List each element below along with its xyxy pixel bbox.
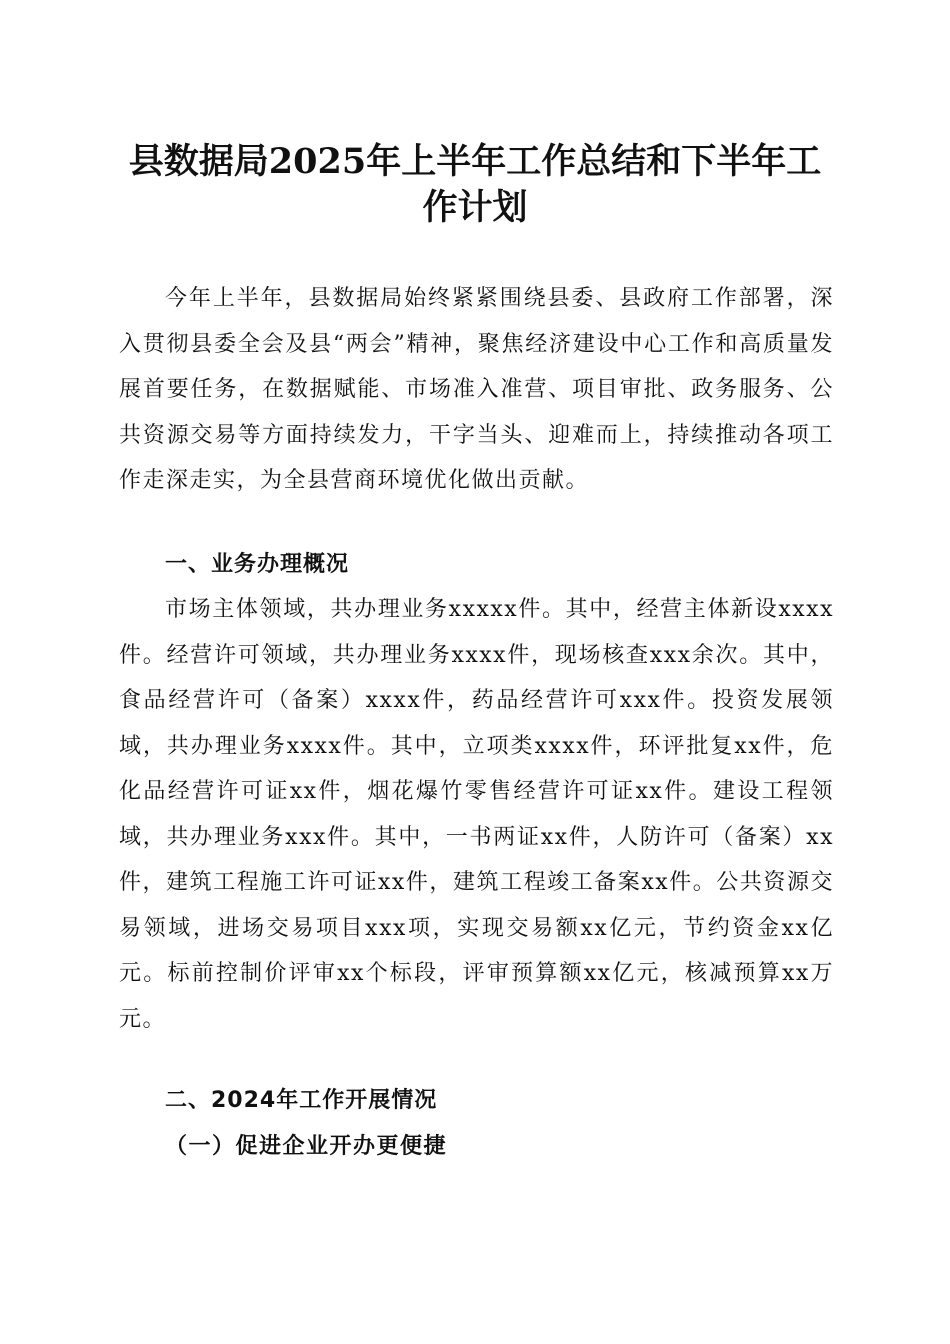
subsection1-heading: （一）促进企业开办更便捷: [165, 1133, 448, 1159]
document-title-line2: 作计划: [422, 187, 528, 228]
section2-heading: 二、2024年工作开展情况: [165, 1088, 438, 1113]
document-title-line1: 县数据局2025年上半年工作总结和下半年工: [128, 141, 822, 182]
intro-paragraph: 今年上半年，县数据局始终紧紧围绕县委、县政府工作部署，深入贯彻县委全会及县“两会”精神，聚焦经济建设中心工作和高质量发展首要任务，在数据赋能、市场准入准营、项目审批、政务服务、公共资源交易等方面持续发力，干字当头、迎难而上，持续推动各项工作走深走实，为全县营商环境优化做出贡献。: [119, 286, 834, 493]
section1-heading: 一、业务办理概况: [165, 552, 350, 577]
section1-paragraph: 市场主体领域，共办理业务xxxxx件。其中，经营主体新设xxxx件。经营许可领域，共办理业务xxxx件，现场核查xxx余次。其中，食品经营许可（备案）xxxx件，药品经营许可xxx件。投资发展领域，共办理业务xxxx件。其中，立项类xxxx件，环评批复xx件，危化品经营许可证xx件，烟花爆竹零售经营许可证xx件。建设工程领域，共办理业务xxx件。其中，一书两证xx件，人防许可（备案）xx件，建筑工程施工许可证xx件，建筑工程竣工备案xx件。公共资源交易领域，进场交易项目xxx项，实现交易额xx亿元，节约资金xx亿元。标前控制价评审xx个标段，评审预算额xx亿元，核减预算xx万元。: [119, 597, 834, 1032]
